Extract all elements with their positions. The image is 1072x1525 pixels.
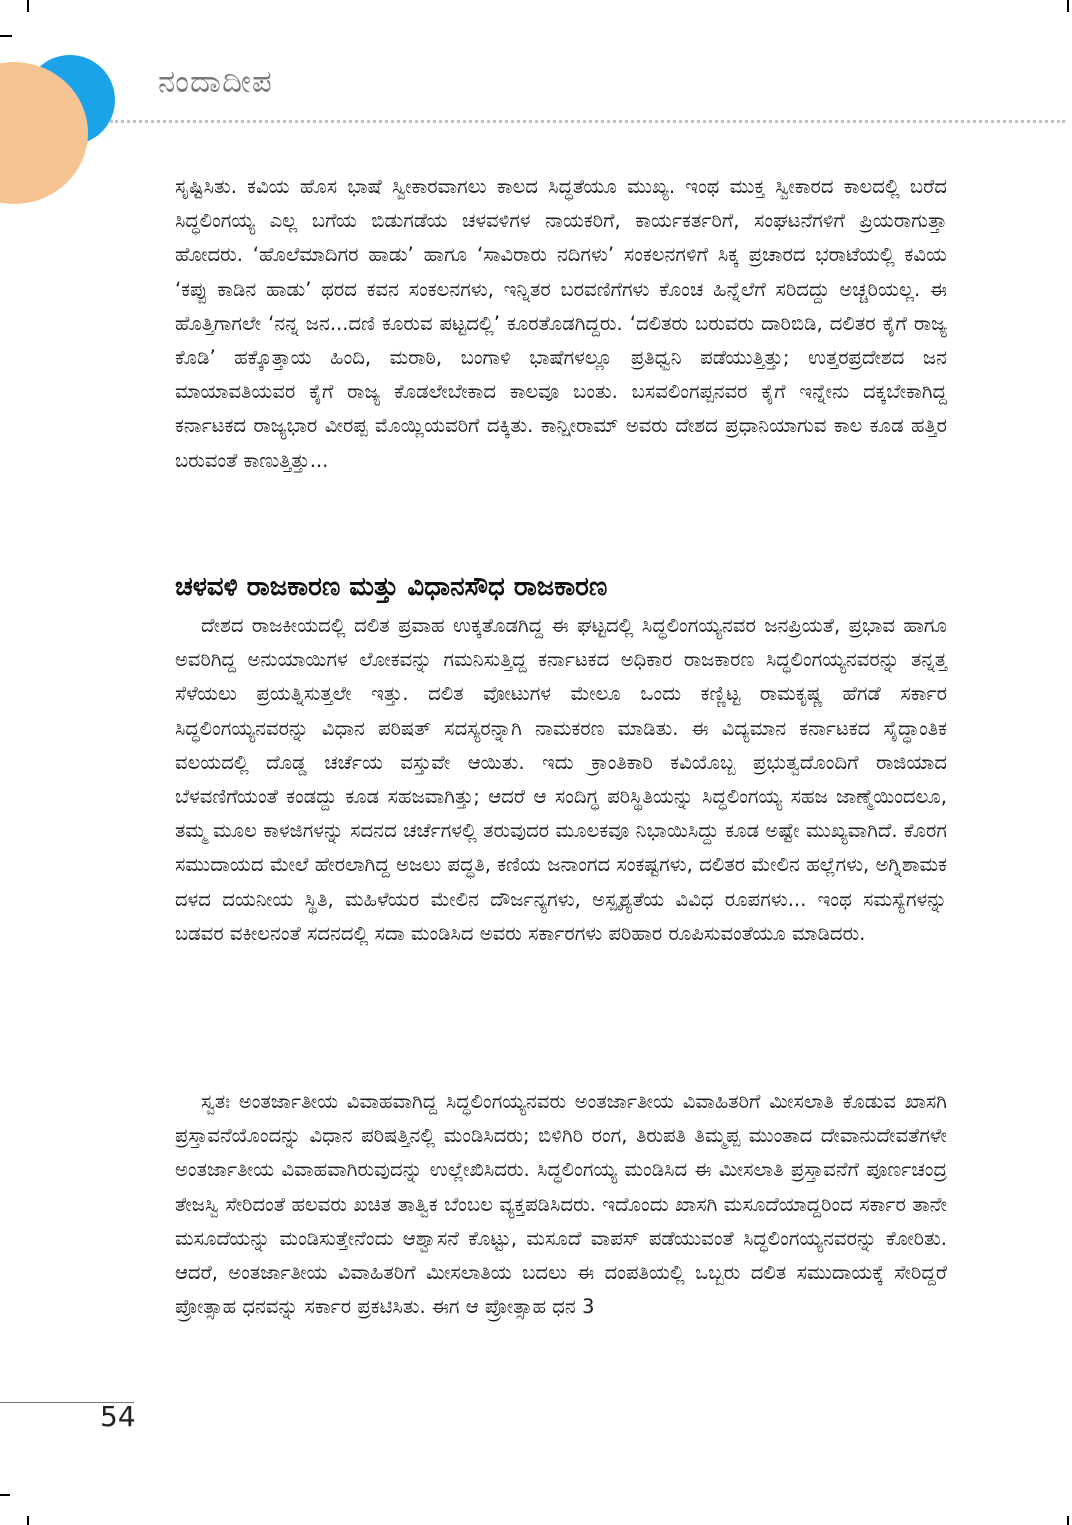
crop-mark-top-left xyxy=(27,0,29,12)
paragraph-3: ಸ್ವತಃ ಅಂತರ್ಜಾತೀಯ ವಿವಾಹವಾಗಿದ್ದ ಸಿದ್ಧಲಿಂಗಯ್ಯನವರು ಅಂತರ್ಜಾತೀಯ ವಿವಾಹಿತರಿಗೆ ಮೀಸಲಾತಿ ಕೊಡುವ ಖಾಸಗಿ ಪ್ರಸ್ತಾವನೆಯೊಂದನ್ನು ವಿಧಾನ ಪರಿಷತ್ತಿನಲ್ಲಿ ಮಂಡಿಸಿದರು; ಬಿಳಿಗಿರಿ ರಂಗ, ತಿರುಪತಿ ತಿಮ್ಮಪ್ಪ ಮುಂತಾದ ದೇವಾನುದೇವತೆಗಳೇ ಅಂತರ್ಜಾತೀಯ ವಿವಾಹವಾಗಿರುವುದನ್ನು ಉಲ್ಲೇಖಿಸಿದರು. ಸಿದ್ಧಲಿಂಗಯ್ಯ ಮಂಡಿಸಿದ ಈ ಮೀಸಲಾತಿ ಪ್ರಸ್ತಾವನೆಗೆ ಪೂರ್ಣಚಂದ್ರ ತೇಜಸ್ವಿ ಸೇರಿದಂತೆ ಹಲವರು ಖಚಿತ ತಾತ್ವಿಕ ಬೆಂಬಲ ವ್ಯಕ್ತಪಡಿಸಿದರು. ಇದೊಂದು ಖಾಸಗಿ ಮಸೂದೆಯಾದ್ದರಿಂದ ಸರ್ಕಾರ ತಾನೇ ಮಸೂದೆಯನ್ನು ಮಂಡಿಸುತ್ತೇನೆಂದು ಆಶ್ವಾಸನೆ ಕೊಟ್ಟು, ಮಸೂದೆ ವಾಪಸ್ ಪಡೆಯುವಂತೆ ಸಿದ್ಧಲಿಂಗಯ್ಯನವರನ್ನು ಕೋರಿತು. ಆದರೆ, ಅಂತರ್ಜಾತೀಯ ವಿವಾಹಿತರಿಗೆ ಮೀಸಲಾತಿಯ ಬದಲು ಈ ದಂಪತಿಯಲ್ಲಿ ಒಬ್ಬರು ದಲಿತ ಸಮುದಾಯಕ್ಕೆ ಸೇರಿದ್ದರೆ ಪ್ರೋತ್ಸಾಹ ಧನವನ್ನು ಸರ್ಕಾರ ಪ್ರಕಟಿಸಿತು. ಈಗ ಆ ಪ್ರೋತ್ಸಾಹ ಧನ 3 xyxy=(175,1090,947,1319)
running-header-title: ನಂದಾದೀಪ xyxy=(158,64,273,100)
crop-mark-left-upper xyxy=(0,35,12,37)
crop-mark-left-lower xyxy=(0,1494,10,1496)
paragraph-2: ದೇಶದ ರಾಜಕೀಯದಲ್ಲಿ ದಲಿತ ಪ್ರವಾಹ ಉಕ್ಕತೊಡಗಿದ್ದ ಈ ಘಟ್ಟದಲ್ಲಿ ಸಿದ್ಧಲಿಂಗಯ್ಯನವರ ಜನಪ್ರಿಯತೆ, ಪ್ರಭಾವ ಹಾಗೂ ಅವರಿಗಿದ್ದ ಅನುಯಾಯಿಗಳ ಲೋಕವನ್ನು ಗಮನಿಸುತ್ತಿದ್ದ ಕರ್ನಾಟಕದ ಅಧಿಕಾರ ರಾಜಕಾರಣ ಸಿದ್ಧಲಿಂಗಯ್ಯನವರನ್ನು ತನ್ನತ್ತ ಸೆಳೆಯಲು ಪ್ರಯತ್ನಿಸುತ್ತಲೇ ಇತ್ತು. ದಲಿತ ವೋಟುಗಳ ಮೇಲೂ ಒಂದು ಕಣ್ಣಿಟ್ಟ ರಾಮಕೃಷ್ಣ ಹೆಗಡೆ ಸರ್ಕಾರ ಸಿದ್ಧಲಿಂಗಯ್ಯನವರನ್ನು ವಿಧಾನ ಪರಿಷತ್ ಸದಸ್ಯರನ್ನಾಗಿ ನಾಮಕರಣ ಮಾಡಿತು. ಈ ವಿದ್ಯಮಾನ ಕರ್ನಾಟಕದ ಸೈದ್ಧಾಂತಿಕ ವಲಯದಲ್ಲಿ ದೊಡ್ಡ ಚರ್ಚೆಯ ವಸ್ತುವೇ ಆಯಿತು. ಇದು ಕ್ರಾಂತಿಕಾರಿ ಕವಿಯೊಬ್ಬ ಪ್ರಭುತ್ವದೊಂದಿಗೆ ರಾಜಿಯಾದ ಬೆಳವಣಿಗೆಯಂತೆ ಕಂಡದ್ದು ಕೂಡ ಸಹಜವಾಗಿತ್ತು; ಆದರೆ ಆ ಸಂದಿಗ್ಧ ಪರಿಸ್ಥಿತಿಯನ್ನು ಸಿದ್ಧಲಿಂಗಯ್ಯ ಸಹಜ ಜಾಣ್ಮೆಯಿಂದಲೂ, ತಮ್ಮ ಮೂಲ ಕಾಳಜಿಗಳನ್ನು ಸದನದ ಚರ್ಚೆಗಳಲ್ಲಿ ತರುವುದರ ಮೂಲಕವೂ ನಿಭಾಯಿಸಿದ್ದು ಕೂಡ ಅಷ್ಟೇ ಮುಖ್ಯವಾಗಿದೆ. ಕೊರಗ ಸಮುದಾಯದ ಮೇಲೆ ಹೇರಲಾಗಿದ್ದ ಅಜಲು ಪದ್ಧತಿ, ಕಣಿಯ ಜನಾಂಗದ ಸಂಕಷ್ಟಗಳು, ದಲಿತರ ಮೇಲಿನ ಹಲ್ಲೆಗಳು, ಅಗ್ನಿಶಾಮಕ ದಳದ ದಯನೀಯ ಸ್ಥಿತಿ, ಮಹಿಳೆಯರ ಮೇಲಿನ ದೌರ್ಜನ್ಯಗಳು, ಅಸ್ಪೃಶ್ಯತೆಯ ವಿವಿಧ ರೂಪಗಳು... ಇಂಥ ಸಮಸ್ಯೆಗಳನ್ನು ಬಡವರ ವಕೀಲನಂತೆ ಸದನದಲ್ಲಿ ಸದಾ ಮಂಡಿಸಿದ ಅವರು ಸರ್ಕಾರಗಳು ಪರಿಹಾರ ರೂಪಿಸುವಂತೆಯೂ ಮಾಡಿದರು. xyxy=(175,614,947,945)
crop-mark-bottom-right xyxy=(1067,1516,1069,1525)
section-heading: ಚಳವಳಿ ರಾಜಕಾರಣ ಮತ್ತು ವಿಧಾನಸೌಧ ರಾಜಕಾರಣ xyxy=(175,572,608,602)
header-dotted-rule xyxy=(110,120,1065,123)
crop-mark-bottom-left xyxy=(27,1516,29,1525)
paragraph-1: ಸೃಷ್ಟಿಸಿತು. ಕವಿಯ ಹೊಸ ಭಾಷೆ ಸ್ವೀಕಾರವಾಗಲು ಕಾಲದ ಸಿದ್ಧತೆಯೂ ಮುಖ್ಯ. ಇಂಥ ಮುಕ್ತ ಸ್ವೀಕಾರದ ಕಾಲದಲ್ಲಿ ಬರೆದ ಸಿದ್ಧಲಿಂಗಯ್ಯ ಎಲ್ಲ ಬಗೆಯ ಬಿಡುಗಡೆಯ ಚಳವಳಿಗಳ ನಾಯಕರಿಗೆ, ಕಾರ್ಯಕರ್ತರಿಗೆ, ಸಂಘಟನೆಗಳಿಗೆ ಪ್ರಿಯರಾಗುತ್ತಾ ಹೋದರು. ‘ಹೊಲೆಮಾದಿಗರ ಹಾಡು’ ಹಾಗೂ ‘ಸಾವಿರಾರು ನದಿಗಳು’ ಸಂಕಲನಗಳಿಗೆ ಸಿಕ್ಕ ಪ್ರಚಾರದ ಭರಾಟೆಯಲ್ಲಿ ಕವಿಯ ‘ಕಪ್ಪು ಕಾಡಿನ ಹಾಡು’ ಥರದ ಕವನ ಸಂಕಲನಗಳು, ಇನ್ನಿತರ ಬರವಣಿಗೆಗಳು ಕೊಂಚ ಹಿನ್ನೆಲೆಗೆ ಸರಿದದ್ದು ಅಚ್ಚರಿಯಲ್ಲ. ಈ ಹೊತ್ತಿಗಾಗಲೇ ‘ನನ್ನ ಜನ...ದಣಿ ಕೂರುವ ಪಟ್ಟದಲ್ಲಿ’ ಕೂರತೊಡಗಿದ್ದರು. ‘ದಲಿತರು ಬರುವರು ದಾರಿಬಿಡಿ, ದಲಿತರ ಕೈಗೆ ರಾಜ್ಯ ಕೊಡಿ’ ಹಕ್ಕೊತ್ತಾಯ ಹಿಂದಿ, ಮರಾಠಿ, ಬಂಗಾಳಿ ಭಾಷೆಗಳಲ್ಲೂ ಪ್ರತಿಧ್ವನಿ ಪಡೆಯುತ್ತಿತ್ತು; ಉತ್ತರಪ್ರದೇಶದ ಜನ ಮಾಯಾವತಿಯವರ ಕೈಗೆ ರಾಜ್ಯ ಕೊಡಲೇಬೇಕಾದ ಕಾಲವೂ ಬಂತು. ಬಸವಲಿಂಗಪ್ಪನವರ ಕೈಗೆ ಇನ್ನೇನು ದಕ್ಕಬೇಕಾಗಿದ್ದ ಕರ್ನಾಟಕದ ರಾಜ್ಯಭಾರ ವೀರಪ್ಪ ಮೊಯ್ಲಿಯವರಿಗೆ ದಕ್ಕಿತು. ಕಾನ್ಷೀರಾಮ್ ಅವರು ದೇಶದ ಪ್ರಧಾನಿಯಾಗುವ ಕಾಲ ಕೂಡ ಹತ್ತಿರ ಬರುವಂತೆ ಕಾಣುತ್ತಿತ್ತು... xyxy=(175,175,947,472)
page-number: 54 xyxy=(100,1400,136,1433)
crop-mark-top-right xyxy=(1067,0,1069,12)
